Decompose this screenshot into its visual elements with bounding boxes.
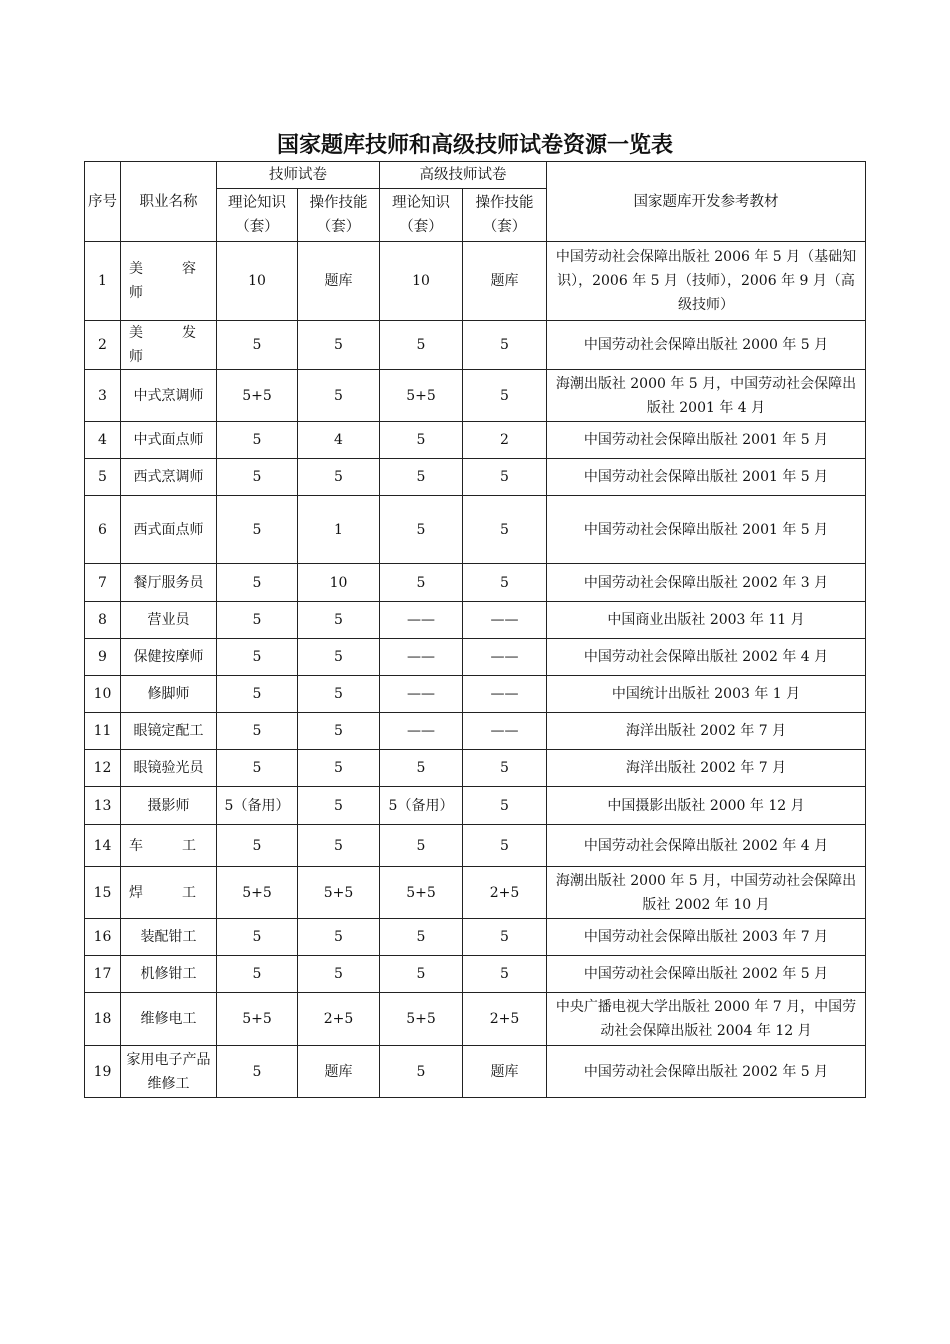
cell-t-theory: 5 xyxy=(217,496,298,564)
cell-occupation: 家用电子产品维修工 xyxy=(121,1046,217,1098)
table-row xyxy=(85,602,866,639)
cell-s-theory: 5+5 xyxy=(380,867,463,919)
cell-seq: 6 xyxy=(85,496,121,564)
cell-textbook: 中国劳动社会保障出版社 2001 年 5 月 xyxy=(547,496,866,564)
cell-s-theory: —— xyxy=(380,676,463,713)
cell-textbook: 海洋出版社 2002 年 7 月 xyxy=(547,750,866,787)
header-senior-group: 高级技师试卷 xyxy=(380,162,547,189)
cell-s-skill: 2+5 xyxy=(463,993,547,1046)
cell-occupation: 餐厅服务员 xyxy=(121,564,217,602)
cell-occupation: 眼镜定配工 xyxy=(121,713,217,750)
cell-textbook: 中国劳动社会保障出版社 2003 年 7 月 xyxy=(547,919,866,956)
cell-t-theory: 5 xyxy=(217,321,298,370)
header-s-theory xyxy=(380,189,463,242)
cell-s-skill: 题库 xyxy=(463,1046,547,1098)
cell-s-skill: 5 xyxy=(463,750,547,787)
cell-s-theory: 5 xyxy=(380,321,463,370)
table-row xyxy=(85,242,866,321)
table-row xyxy=(85,496,866,564)
header-s-skill-label: 操作技能 xyxy=(475,195,534,211)
cell-occupation: 保健按摩师 xyxy=(121,639,217,676)
cell-textbook: 中国摄影出版社 2000 年 12 月 xyxy=(547,787,866,825)
cell-t-skill: 5 xyxy=(298,602,380,639)
cell-s-theory: 5 xyxy=(380,750,463,787)
cell-occupation: 车 工 xyxy=(121,825,217,867)
cell-textbook: 中国劳动社会保障出版社 2002 年 4 月 xyxy=(547,825,866,867)
cell-s-skill: 5 xyxy=(463,370,547,422)
cell-t-theory: 5 xyxy=(217,602,298,639)
cell-seq: 13 xyxy=(85,787,121,825)
cell-textbook: 中国劳动社会保障出版社 2006 年 5 月（基础知识），2006 年 5 月（技师），2006 年 9 月（高级技师） xyxy=(547,242,866,321)
cell-occupation: 美 容 师 xyxy=(121,242,217,321)
cell-s-skill: 2 xyxy=(463,422,547,459)
cell-seq: 3 xyxy=(85,370,121,422)
table-row xyxy=(85,750,866,787)
cell-t-skill: 题库 xyxy=(298,242,380,321)
cell-s-theory: 5 xyxy=(380,825,463,867)
cell-t-theory: 5 xyxy=(217,750,298,787)
header-t-theory-unit: （套） xyxy=(235,219,279,235)
cell-seq: 5 xyxy=(85,459,121,496)
cell-seq: 18 xyxy=(85,993,121,1046)
cell-seq: 10 xyxy=(85,676,121,713)
header-seq: 序号 xyxy=(85,162,121,242)
table-row xyxy=(85,564,866,602)
cell-t-skill: 5 xyxy=(298,639,380,676)
table-row xyxy=(85,639,866,676)
table-row xyxy=(85,370,866,422)
cell-t-theory: 5 xyxy=(217,422,298,459)
cell-s-theory: 5 xyxy=(380,422,463,459)
cell-t-theory: 5（备用） xyxy=(217,787,298,825)
cell-s-skill: 5 xyxy=(463,496,547,564)
header-s-skill-unit: （套） xyxy=(482,219,527,235)
cell-t-skill: 5 xyxy=(298,956,380,993)
cell-occupation: 中式面点师 xyxy=(121,422,217,459)
cell-occupation: 眼镜验光员 xyxy=(121,750,217,787)
cell-seq: 14 xyxy=(85,825,121,867)
cell-seq: 15 xyxy=(85,867,121,919)
cell-t-skill: 10 xyxy=(298,564,380,602)
cell-s-skill: 2+5 xyxy=(463,867,547,919)
cell-seq: 19 xyxy=(85,1046,121,1098)
cell-s-theory: —— xyxy=(380,639,463,676)
cell-s-theory: 5 xyxy=(380,1046,463,1098)
cell-textbook: 中国统计出版社 2003 年 1 月 xyxy=(547,676,866,713)
cell-s-skill: 5 xyxy=(463,919,547,956)
cell-t-theory: 5 xyxy=(217,825,298,867)
header-t-skill xyxy=(298,189,380,242)
cell-t-theory: 5+5 xyxy=(217,867,298,919)
cell-t-theory: 5 xyxy=(217,956,298,993)
cell-s-theory: 10 xyxy=(380,242,463,321)
table-row xyxy=(85,825,866,867)
cell-s-theory: 5 xyxy=(380,564,463,602)
table-row xyxy=(85,919,866,956)
cell-occupation: 美 发 师 xyxy=(121,321,217,370)
cell-s-theory: 5+5 xyxy=(380,370,463,422)
header-t-theory xyxy=(217,189,298,242)
cell-seq: 4 xyxy=(85,422,121,459)
header-occupation: 职业名称 xyxy=(121,162,217,242)
cell-s-skill: 5 xyxy=(463,321,547,370)
cell-textbook: 中国商业出版社 2003 年 11 月 xyxy=(547,602,866,639)
cell-t-skill: 5 xyxy=(298,919,380,956)
cell-s-theory: 5+5 xyxy=(380,993,463,1046)
cell-textbook: 海洋出版社 2002 年 7 月 xyxy=(547,713,866,750)
cell-occupation: 装配钳工 xyxy=(121,919,217,956)
cell-t-skill: 5 xyxy=(298,676,380,713)
cell-occupation: 中式烹调师 xyxy=(121,370,217,422)
cell-textbook: 中国劳动社会保障出版社 2002 年 5 月 xyxy=(547,956,866,993)
cell-t-skill: 5 xyxy=(298,321,380,370)
cell-textbook: 中央广播电视大学出版社 2000 年 7 月，中国劳动社会保障出版社 2004 年 12 月 xyxy=(547,993,866,1046)
header-s-theory-unit: （套） xyxy=(399,219,443,235)
cell-t-skill: 5 xyxy=(298,825,380,867)
header-s-theory-label: 理论知识 xyxy=(392,195,450,211)
header-t-skill-label: 操作技能 xyxy=(309,195,368,211)
cell-t-skill: 5 xyxy=(298,370,380,422)
cell-seq: 1 xyxy=(85,242,121,321)
cell-s-theory: —— xyxy=(380,602,463,639)
cell-s-skill: 5 xyxy=(463,956,547,993)
cell-occupation: 西式烹调师 xyxy=(121,459,217,496)
cell-t-skill: 2+5 xyxy=(298,993,380,1046)
cell-t-skill: 5 xyxy=(298,459,380,496)
cell-s-theory: 5（备用） xyxy=(380,787,463,825)
cell-t-theory: 10 xyxy=(217,242,298,321)
cell-textbook: 中国劳动社会保障出版社 2002 年 4 月 xyxy=(547,639,866,676)
cell-textbook: 中国劳动社会保障出版社 2001 年 5 月 xyxy=(547,459,866,496)
table-row xyxy=(85,321,866,370)
cell-seq: 7 xyxy=(85,564,121,602)
cell-t-skill: 5 xyxy=(298,713,380,750)
cell-t-skill: 4 xyxy=(298,422,380,459)
cell-t-theory: 5 xyxy=(217,564,298,602)
table-row xyxy=(85,713,866,750)
cell-seq: 2 xyxy=(85,321,121,370)
cell-s-skill: —— xyxy=(463,639,547,676)
table-row xyxy=(85,993,866,1046)
cell-occupation: 机修钳工 xyxy=(121,956,217,993)
header-t-skill-unit: （套） xyxy=(316,219,361,235)
header-textbook: 国家题库开发参考教材 xyxy=(547,162,866,242)
cell-t-skill: 5 xyxy=(298,750,380,787)
cell-textbook: 中国劳动社会保障出版社 2002 年 3 月 xyxy=(547,564,866,602)
table-row xyxy=(85,867,866,919)
cell-t-theory: 5+5 xyxy=(217,370,298,422)
cell-s-theory: 5 xyxy=(380,496,463,564)
cell-t-skill: 5+5 xyxy=(298,867,380,919)
cell-s-skill: 5 xyxy=(463,787,547,825)
header-technician-group: 技师试卷 xyxy=(217,162,380,189)
cell-occupation: 西式面点师 xyxy=(121,496,217,564)
table-row xyxy=(85,676,866,713)
cell-textbook: 海潮出版社 2000 年 5 月，中国劳动社会保障出版社 2001 年 4 月 xyxy=(547,370,866,422)
cell-s-theory: 5 xyxy=(380,459,463,496)
cell-s-skill: 题库 xyxy=(463,242,547,321)
cell-s-skill: 5 xyxy=(463,459,547,496)
cell-t-skill: 5 xyxy=(298,787,380,825)
cell-occupation: 摄影师 xyxy=(121,787,217,825)
cell-t-skill: 题库 xyxy=(298,1046,380,1098)
page-title: 国家题库技师和高级技师试卷资源一览表 xyxy=(276,133,673,158)
cell-t-theory: 5 xyxy=(217,919,298,956)
cell-occupation: 修脚师 xyxy=(121,676,217,713)
cell-seq: 17 xyxy=(85,956,121,993)
header-s-skill xyxy=(463,189,547,242)
table-row xyxy=(85,422,866,459)
header-t-theory-label: 理论知识 xyxy=(228,195,286,211)
cell-s-skill: 5 xyxy=(463,564,547,602)
cell-t-skill: 1 xyxy=(298,496,380,564)
cell-t-theory: 5 xyxy=(217,1046,298,1098)
table-row xyxy=(85,459,866,496)
cell-s-theory: 5 xyxy=(380,956,463,993)
table-row xyxy=(85,787,866,825)
cell-textbook: 海潮出版社 2000 年 5 月，中国劳动社会保障出版社 2002 年 10 月 xyxy=(547,867,866,919)
cell-s-theory: —— xyxy=(380,713,463,750)
cell-occupation: 维修电工 xyxy=(121,993,217,1046)
cell-seq: 11 xyxy=(85,713,121,750)
cell-seq: 12 xyxy=(85,750,121,787)
cell-s-skill: —— xyxy=(463,713,547,750)
cell-textbook: 中国劳动社会保障出版社 2002 年 5 月 xyxy=(547,1046,866,1098)
cell-t-theory: 5 xyxy=(217,713,298,750)
table-row xyxy=(85,956,866,993)
cell-t-theory: 5+5 xyxy=(217,993,298,1046)
table-row xyxy=(85,1046,866,1098)
cell-seq: 9 xyxy=(85,639,121,676)
cell-s-theory: 5 xyxy=(380,919,463,956)
cell-s-skill: —— xyxy=(463,602,547,639)
cell-occupation: 营业员 xyxy=(121,602,217,639)
cell-s-skill: —— xyxy=(463,676,547,713)
cell-textbook: 中国劳动社会保障出版社 2001 年 5 月 xyxy=(547,422,866,459)
cell-t-theory: 5 xyxy=(217,639,298,676)
cell-occupation: 焊 工 xyxy=(121,867,217,919)
cell-textbook: 中国劳动社会保障出版社 2000 年 5 月 xyxy=(547,321,866,370)
cell-t-theory: 5 xyxy=(217,676,298,713)
cell-s-skill: 5 xyxy=(463,825,547,867)
cell-seq: 16 xyxy=(85,919,121,956)
resource-table xyxy=(84,161,866,1098)
cell-t-theory: 5 xyxy=(217,459,298,496)
cell-seq: 8 xyxy=(85,602,121,639)
